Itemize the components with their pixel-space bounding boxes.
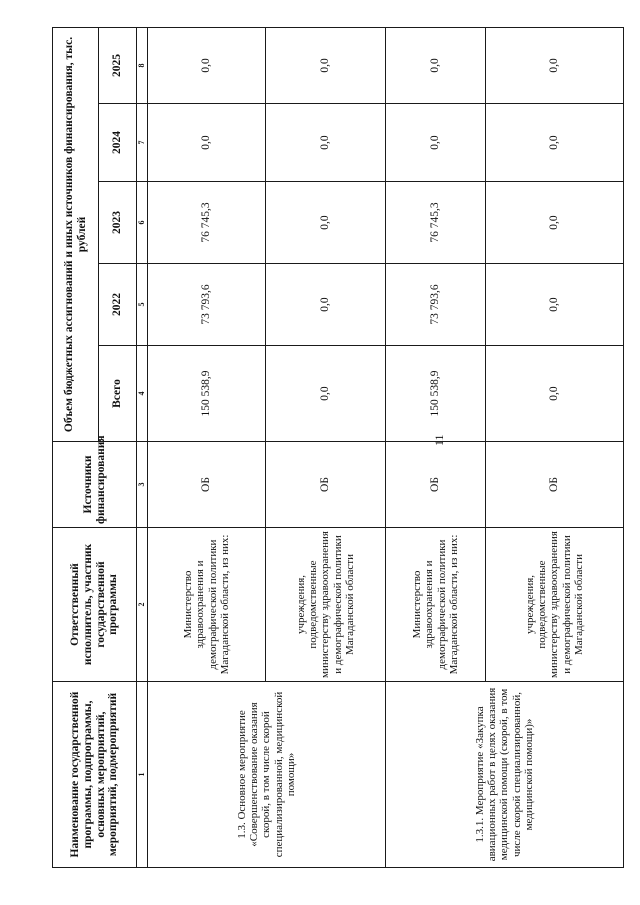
table-row <box>148 27 266 867</box>
column-number-row <box>137 27 148 867</box>
value-2022-cell: 73 793,6 <box>148 264 266 346</box>
header-financing-source: Источники финансирования <box>53 442 137 528</box>
page-number: 11 <box>432 434 446 446</box>
budget-table-sheet <box>52 28 622 868</box>
value-2022-cell: 0,0 <box>266 264 386 346</box>
header-year-2023: 2023 <box>99 182 137 264</box>
value-2024-cell: 0,0 <box>266 104 386 182</box>
executor-cell: Министерство здравоохранения и демографической политики Магаданской области, из них: <box>148 528 266 682</box>
value-2024-cell: 0,0 <box>148 104 266 182</box>
value-2024-cell: 0,0 <box>486 104 624 182</box>
header-year-2024: 2024 <box>99 104 137 182</box>
total-cell: 150 538,9 <box>148 346 266 442</box>
header-program-name: Наименование государственной программы, подпрограммы, основных мероприятий, мероприятий, подмероприятий <box>53 682 137 868</box>
header-amount-group: Объем бюджетных ассигнований и иных источников финансирования, тыс. рублей <box>53 27 99 441</box>
value-2022-cell: 0,0 <box>486 264 624 346</box>
executor-cell: Министерство здравоохранения и демографической политики Магаданской области, из них: <box>386 528 486 682</box>
column-number: 2 <box>137 528 148 682</box>
column-number: 4 <box>137 346 148 442</box>
executor-cell: учреждения, подведомственные министерству здравоохранения и демографической политики Магаданской области <box>486 528 624 682</box>
source-cell: ОБ <box>386 442 486 528</box>
column-number: 6 <box>137 182 148 264</box>
executor-cell: учреждения, подведомственные министерству здравоохранения и демографической политики Магаданской области <box>266 528 386 682</box>
total-cell: 150 538,9 <box>386 346 486 442</box>
value-2025-cell: 0,0 <box>266 27 386 103</box>
header-total: Всего <box>99 346 137 442</box>
value-2022-cell: 73 793,6 <box>386 264 486 346</box>
value-2024-cell: 0,0 <box>386 104 486 182</box>
source-cell: ОБ <box>266 442 386 528</box>
total-cell: 0,0 <box>486 346 624 442</box>
header-year-2025: 2025 <box>99 27 137 103</box>
budget-table <box>52 27 624 868</box>
column-number: 7 <box>137 104 148 182</box>
source-cell: ОБ <box>148 442 266 528</box>
table-row <box>386 27 486 867</box>
column-number: 1 <box>137 682 148 868</box>
column-number: 8 <box>137 27 148 103</box>
program-name-cell: 1.3.1. Мероприятие «Закупка авиационных работ в целях оказания медицинской помощи (скорой, в том числе скорой специализированной, медицинской помощи)» <box>386 682 624 868</box>
value-2025-cell: 0,0 <box>386 27 486 103</box>
total-cell: 0,0 <box>266 346 386 442</box>
value-2025-cell: 0,0 <box>486 27 624 103</box>
column-number: 5 <box>137 264 148 346</box>
value-2025-cell: 0,0 <box>148 27 266 103</box>
value-2023-cell: 76 745,3 <box>386 182 486 264</box>
header-executor: Ответственный исполнитель, участник государственной программы <box>53 528 137 682</box>
source-cell: ОБ <box>486 442 624 528</box>
value-2023-cell: 76 745,3 <box>148 182 266 264</box>
program-name-cell: 1.3. Основное мероприятие «Совершенствование оказания скорой, в том числе скорой специализированной, медицинской помощи» <box>148 682 386 868</box>
value-2023-cell: 0,0 <box>266 182 386 264</box>
value-2023-cell: 0,0 <box>486 182 624 264</box>
column-number: 3 <box>137 442 148 528</box>
header-year-2022: 2022 <box>99 264 137 346</box>
